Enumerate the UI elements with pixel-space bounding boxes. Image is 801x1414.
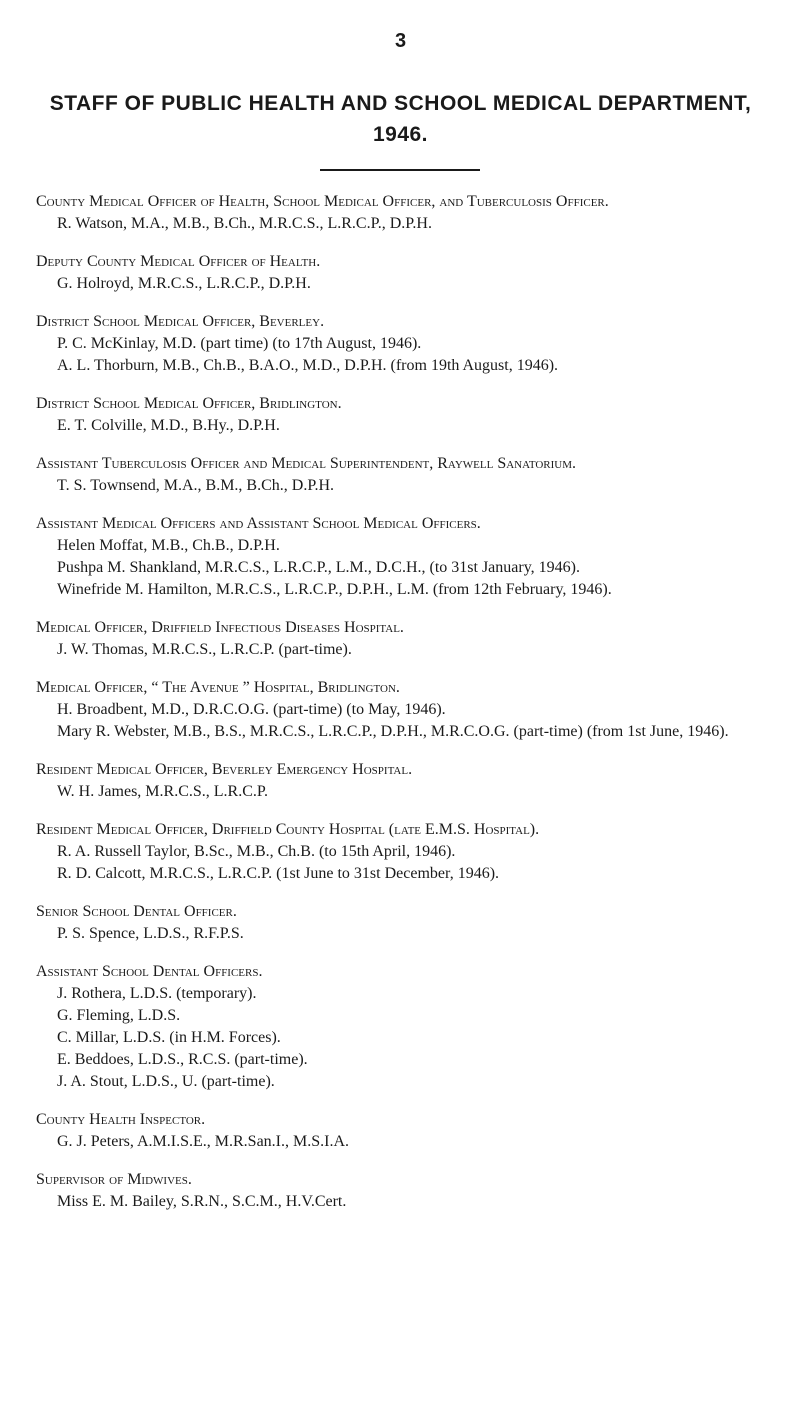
staff-entry: H. Broadbent, M.D., D.R.C.O.G. (part-time) (to May, 1946). bbox=[57, 701, 446, 718]
section-heading: Assistant Medical Officers and Assistant School Medical Officers. bbox=[36, 515, 481, 532]
staff-entry: Mary R. Webster, M.B., B.S., M.R.C.S., L.R.C.P., D.P.H., M.R.C.O.G. (part-time) (from 1st June, 1946). bbox=[57, 723, 729, 740]
staff-entry: G. Fleming, L.D.S. bbox=[57, 1007, 181, 1024]
staff-section bbox=[36, 1108, 776, 1153]
staff-names bbox=[36, 1131, 776, 1153]
staff-section bbox=[36, 190, 776, 235]
staff-section bbox=[36, 676, 776, 743]
section-heading: Supervisor of Midwives. bbox=[36, 1171, 192, 1188]
staff-entry: G. Holroyd, M.R.C.S., L.R.C.P., D.P.H. bbox=[57, 275, 311, 292]
staff-section bbox=[36, 900, 776, 945]
staff-entry: J. Rothera, L.D.S. (temporary). bbox=[57, 985, 257, 1002]
staff-section bbox=[36, 452, 776, 497]
staff-section bbox=[36, 616, 776, 661]
staff-entry: R. D. Calcott, M.R.C.S., L.R.C.P. (1st June to 31st December, 1946). bbox=[57, 865, 500, 882]
staff-section bbox=[36, 392, 776, 437]
section-heading: Deputy County Medical Officer of Health. bbox=[36, 253, 321, 270]
staff-entry: J. W. Thomas, M.R.C.S., L.R.C.P. (part-time). bbox=[57, 641, 352, 658]
staff-entry: C. Millar, L.D.S. (in H.M. Forces). bbox=[57, 1029, 281, 1046]
staff-entry: T. S. Townsend, M.A., B.M., B.Ch., D.P.H. bbox=[57, 477, 334, 494]
staff-entry: G. J. Peters, A.M.I.S.E., M.R.San.I., M.S.I.A. bbox=[57, 1133, 350, 1150]
staff-names bbox=[36, 983, 776, 1093]
section-heading: County Medical Officer of Health, School Medical Officer, and Tuberculosis Officer. bbox=[36, 193, 609, 210]
staff-entry: Pushpa M. Shankland, M.R.C.S., L.R.C.P., L.M., D.C.H., (to 31st January, 1946). bbox=[57, 559, 580, 576]
staff-entry: Winefride M. Hamilton, M.R.C.S., L.R.C.P., D.P.H., L.M. (from 12th February, 1946). bbox=[57, 581, 612, 598]
section-heading: Medical Officer, Driffield Infectious Diseases Hospital. bbox=[36, 619, 404, 636]
section-heading: Senior School Dental Officer. bbox=[36, 903, 237, 920]
staff-entry: W. H. James, M.R.C.S., L.R.C.P. bbox=[57, 783, 268, 800]
staff-entry: P. C. McKinlay, M.D. (part time) (to 17th August, 1946). bbox=[57, 335, 422, 352]
staff-section bbox=[36, 1168, 776, 1213]
staff-entry: R. A. Russell Taylor, B.Sc., M.B., Ch.B. (to 15th April, 1946). bbox=[57, 843, 456, 860]
staff-entry: J. A. Stout, L.D.S., U. (part-time). bbox=[57, 1073, 275, 1090]
section-heading: District School Medical Officer, Beverley. bbox=[36, 313, 325, 330]
section-heading: Assistant School Dental Officers. bbox=[36, 963, 263, 980]
staff-entry: E. T. Colville, M.D., B.Hy., D.P.H. bbox=[57, 417, 280, 434]
section-heading: Assistant Tuberculosis Officer and Medical Superintendent, Raywell Sanatorium. bbox=[36, 455, 577, 472]
staff-names bbox=[36, 781, 776, 803]
staff-entry: R. Watson, M.A., M.B., B.Ch., M.R.C.S., L.R.C.P., D.P.H. bbox=[57, 215, 432, 232]
staff-names bbox=[36, 923, 776, 945]
staff-names bbox=[36, 699, 776, 743]
section-heading: Medical Officer, “ The Avenue ” Hospital, Bridlington. bbox=[36, 679, 400, 696]
staff-entry: E. Beddoes, L.D.S., R.C.S. (part-time). bbox=[57, 1051, 308, 1068]
staff-names bbox=[36, 1191, 776, 1213]
staff-entry: Helen Moffat, M.B., Ch.B., D.P.H. bbox=[57, 537, 280, 554]
staff-entry: P. S. Spence, L.D.S., R.F.P.S. bbox=[57, 925, 244, 942]
staff-section bbox=[36, 818, 776, 885]
page-number: 3 bbox=[394, 30, 407, 52]
section-heading: Resident Medical Officer, Driffield County Hospital (late E.M.S. Hospital). bbox=[36, 821, 540, 838]
staff-section bbox=[36, 960, 776, 1093]
page-title: STAFF OF PUBLIC HEALTH AND SCHOOL MEDICAL DEPARTMENT, 1946. bbox=[49, 92, 752, 146]
staff-names bbox=[36, 535, 776, 601]
staff-section bbox=[36, 250, 776, 295]
staff-section bbox=[36, 512, 776, 601]
staff-names bbox=[36, 213, 776, 235]
staff-names bbox=[36, 415, 776, 437]
staff-names bbox=[36, 841, 776, 885]
staff-entry: A. L. Thorburn, M.B., Ch.B., B.A.O., M.D., D.P.H. (from 19th August, 1946). bbox=[57, 357, 559, 374]
section-heading: Resident Medical Officer, Beverley Emergency Hospital. bbox=[36, 761, 413, 778]
staff-section bbox=[36, 310, 776, 377]
staff-entry: Miss E. M. Bailey, S.R.N., S.C.M., H.V.Cert. bbox=[57, 1193, 347, 1210]
section-heading: County Health Inspector. bbox=[36, 1111, 206, 1128]
section-heading: District School Medical Officer, Bridlington. bbox=[36, 395, 342, 412]
staff-list bbox=[36, 190, 776, 1228]
staff-names bbox=[36, 475, 776, 497]
title-underline bbox=[320, 169, 480, 171]
staff-section bbox=[36, 758, 776, 803]
staff-names bbox=[36, 639, 776, 661]
staff-names bbox=[36, 333, 776, 377]
staff-names bbox=[36, 273, 776, 295]
